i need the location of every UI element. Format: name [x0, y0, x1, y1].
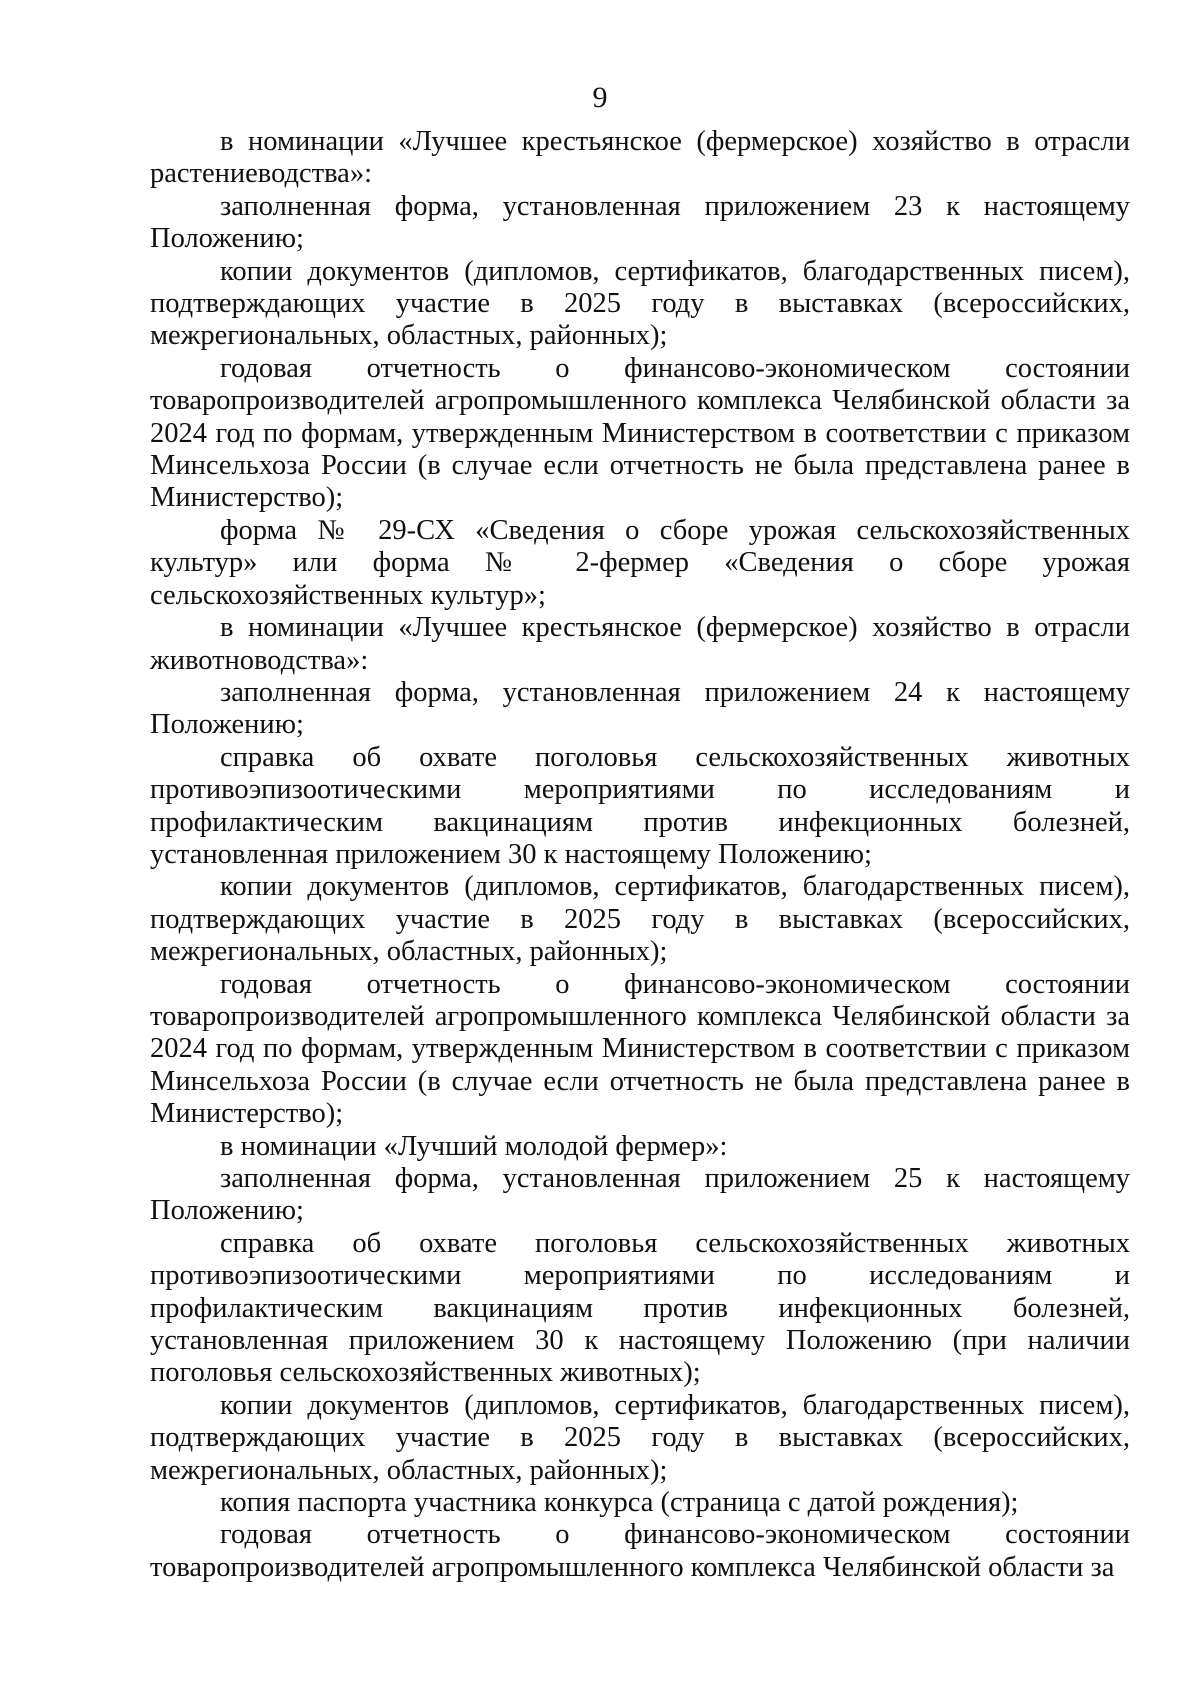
paragraph-exhibition-copies: копии документов (дипломов, сертификатов, благодарственных писем), подтверждающих участие в 2025 году в выставках (всероссийских, межрегиональных, областных, районных);: [150, 255, 1130, 352]
page-number: 9: [592, 81, 608, 114]
paragraph-exhibition-copies: копии документов (дипломов, сертификатов, благодарственных писем), подтверждающих участие в 2025 году в выставках (всероссийских, межрегиональных, областных, районных);: [150, 1389, 1130, 1486]
paragraph-nomination-livestock: в номинации «Лучшее крестьянское (фермерское) хозяйство в отрасли животноводства»:: [150, 612, 1130, 676]
paragraph-nomination-young-farmer: в номинации «Лучший молодой фермер»:: [220, 1130, 728, 1162]
paragraph-exhibition-copies: копии документов (дипломов, сертификатов, благодарственных писем), подтверждающих участие в 2025 году в выставках (всероссийских, межрегиональных, областных, районных);: [150, 871, 1130, 968]
paragraph-annual-report: годовая отчетность о финансово-экономическом состоянии товаропроизводителей агропромышленного комплекса Челябинской области за 2024 год по формам, утвержденным Министерством в соответствии с приказом Минсельхоза России (в случае если отчетность не была представлена ранее в Министерство);: [150, 352, 1130, 514]
paragraph-vaccination-certificate: справка об охвате поголовья сельскохозяйственных животных противоэпизоотическими мероприятиями по исследованиям и профилактическим вакцинациям против инфекционных болезней, установленная приложением 30 к настоящему Положению;: [150, 741, 1130, 870]
paragraph-annual-report: годовая отчетность о финансово-экономическом состоянии товаропроизводителей агропромышленного комплекса Челябинской области за 2024 год по формам, утвержденным Министерством в соответствии с приказом Минсельхоза России (в случае если отчетность не была представлена ранее в Министерство);: [150, 968, 1130, 1130]
paragraph-form-25: заполненная форма, установленная приложением 25 к настоящему Положению;: [150, 1163, 1130, 1227]
paragraph-vaccination-certificate: справка об охвате поголовья сельскохозяйственных животных противоэпизоотическими мероприятиями по исследованиям и профилактическим вакцинациям против инфекционных болезней, установленная приложением 30 к настоящему Положению (при наличии поголовья сельскохозяйственных животных);: [150, 1227, 1130, 1389]
paragraph-form-23: заполненная форма, установленная приложением 23 к настоящему Положению;: [150, 190, 1130, 255]
document-body: [150, 126, 1130, 1584]
paragraph-form-29-sx: форма № 29-СХ «Сведения о сборе урожая сельскохозяйственных культур» или форма № 2-фермер «Сведения о сборе урожая сельскохозяйственных культур»;: [150, 514, 1130, 611]
paragraph-nomination-crop: в номинации «Лучшее крестьянское (фермерское) хозяйство в отрасли растениеводства»:: [150, 126, 1130, 190]
paragraph-passport-copy: копия паспорта участника конкурса (страница с датой рождения);: [220, 1487, 1019, 1519]
paragraph-annual-report: годовая отчетность о финансово-экономическом состоянии товаропроизводителей агропромышленного комплекса Челябинской области за: [150, 1519, 1130, 1583]
paragraph-form-24: заполненная форма, установленная приложением 24 к настоящему Положению;: [150, 676, 1130, 741]
